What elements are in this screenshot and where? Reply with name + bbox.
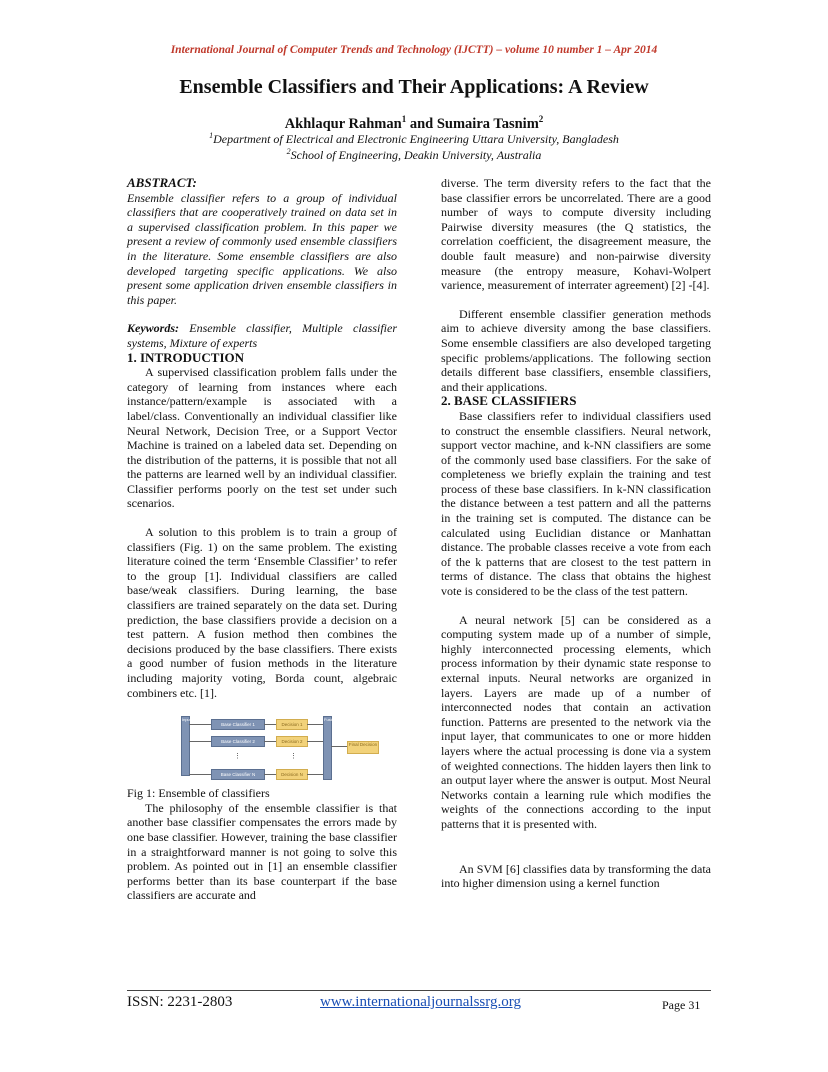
paragraph: The philosophy of the ensemble classifier is that another base classifier compensates the errors made by one base classifier. However, training the base classifier in a straightforward manner is not going to solve this problem. As pointed out in [1] an ensemble classifier performs better than its base counterpart if the base classifiers are accurate and [127, 800, 397, 903]
paragraph: An SVM [6] classifies data by transforming the data into higher dimension using a kernel function [441, 861, 711, 891]
footer-website-link[interactable]: www.internationaljournalssrg.org [320, 994, 521, 1010]
abstract-heading: ABSTRACT: [127, 175, 197, 190]
paragraph: Base classifiers refer to individual classifiers used to construct the ensemble classifiers. Neural network, support vector machine, and k-NN classifiers are some of the commonly used base classifiers. For the sake of completeness we briefly explain the training and test process of these base classifiers. In k-NN classification the distance between a test pattern and all the patterns in the training set is computed. The distance can be calculated using Euclidian distance or Manhattan distance. The probable classes receive a vote from each of the k patterns that are closest to the test pattern in terms of distance. The class that obtains the highest vote is considered to be the class of the test pattern. [441, 408, 711, 599]
paragraph: diverse. The term diversity refers to the fact that the base classifier errors be uncorrelated. There are a good number of ways to compute diversity including Pairwise diversity measures (the Q statistics, the correlation coefficient, the disagreement measure, the double fault measure) and non-pairwise diversity measure (the entropy measure, Kohavi-Wolpert varience, measurement of interrater agreement) [2] -[4]. [441, 176, 711, 293]
keywords [127, 321, 397, 350]
affiliation [0, 131, 828, 147]
right-column [441, 176, 711, 891]
footer-issn: ISSN: 2231-2803 [127, 994, 233, 1010]
connector-line [264, 774, 276, 775]
connector-line [307, 774, 323, 775]
base-classifier-box: Base Classifier 2 [211, 736, 265, 747]
decision-box: Decision 1 [276, 719, 308, 730]
left-column [127, 176, 397, 903]
footer-divider [127, 990, 711, 991]
author-line [0, 114, 828, 133]
paragraph: A neural network [5] can be considered as a computing system made up of a number of simple, highly interconnected processing elements, which process information by their dynamic state response to external inputs. Neural networks are organized in layers. Layers are made up of a number of interconnected nodes that contain an activation function. Patterns are presented to the network via the input layer, that communicates to one or more hidden layers where the actual processing is done via a system of weighted connections. The hidden layers then link to an output layer where the answer is output. Most Neural Networks contain a learning rule which modifies the weights of the connections according to the input patterns that it is presented with. [441, 612, 711, 831]
paragraph: A supervised classification problem falls under the category of learning from instances where each instance/pattern/example is associated with a label/class. Conventionally an individual classifier like Neural Network, Decision Tree, or a Support Vector Machine is trained on a labeled data set. Depending on the distribution of the patterns, it is possible that not all the patterns are learned well by an individual classifier. Classifier performs poorly on the test set under such scenarios. [127, 365, 397, 511]
affiliation-superscript: 1 [209, 131, 214, 140]
journal-header: International Journal of Computer Trends and Technology (IJCTT) – volume 10 number 1 – Apr 2014 [170, 44, 658, 56]
affiliation-text: Department of Electrical and Electronic Engineering Uttara University, Bangladesh [213, 132, 619, 146]
ellipsis-marker: ⋮ [290, 752, 297, 761]
base-classifier-box: Base Classifier 1 [211, 719, 265, 730]
figure-caption: Fig 1: Ensemble of classifiers [127, 786, 270, 801]
paragraph: A solution to this problem is to train a group of classifiers (Fig. 1) on the same problem. The existing literature coined the term ‘Ensemble Classifier’ to refer to the group [1]. Individual classifiers are called base/weak classifiers. During learning, the base classifiers are trained separately on the data set. During prediction, the base classifiers provide a decision on a test pattern. A fusion method then combines the decisions produced by the base classifiers. There exists a good number of fusion methods in the literature including majority voting, Borda count, algebraic combiners etc. [1]. [127, 525, 397, 700]
affiliation-text: School of Engineering, Deakin University, Australia [290, 148, 542, 162]
abstract-body: Ensemble classifier refers to a group of individual classifiers that are cooperatively trained on data set in a supervised classification problem. In this paper we present a review of commonly used ensemble classifiers in the literature. Some ensemble classifiers are also developed targeting specific applications. We also present some application driven ensemble classifiers in this paper. [127, 190, 397, 307]
decision-box: Decision N [276, 769, 308, 780]
affiliation [0, 147, 828, 163]
ellipsis-marker: ⋮ [234, 752, 241, 761]
fusion-block: Fusion [323, 716, 332, 780]
author-name: Akhlaqur Rahman [284, 115, 402, 132]
paragraph: Different ensemble classifier generation methods aim to achieve diversity among the base classifiers. Some ensemble classifiers are also developed targeting specific problems/applications. The following section details different base classifiers, ensemble classifiers, and their applications. [441, 306, 711, 394]
author-name: Sumaira Tasnim [436, 115, 539, 132]
author-superscript: 1 [401, 114, 407, 124]
author-connector: and [406, 115, 437, 132]
affiliation-superscript: 2 [286, 147, 291, 156]
input-block: Input [181, 716, 190, 776]
connector-line [189, 774, 211, 775]
page-number: Page 31 [662, 998, 701, 1012]
keywords-label: Keywords: [127, 321, 179, 336]
connector-line [307, 724, 323, 725]
section-heading: 1. INTRODUCTION [127, 349, 245, 365]
paper-title: Ensemble Classifiers and Their Applications: A Review [179, 76, 649, 98]
decision-box: Decision 2 [276, 736, 308, 747]
author-superscript: 2 [538, 114, 544, 124]
connector-line [331, 746, 347, 747]
section-heading: 2. BASE CLASSIFIERS [441, 393, 577, 409]
connector-line [189, 724, 211, 725]
base-classifier-box: Base Classifier N [211, 769, 265, 780]
ensemble-figure [147, 714, 377, 782]
connector-line [264, 741, 276, 742]
keywords-text: Ensemble classifier, Multiple classifier systems, Mixture of experts [127, 321, 397, 350]
connector-line [307, 741, 323, 742]
connector-line [264, 724, 276, 725]
connector-line [189, 741, 211, 742]
final-decision-box: Final Decision [347, 741, 379, 754]
